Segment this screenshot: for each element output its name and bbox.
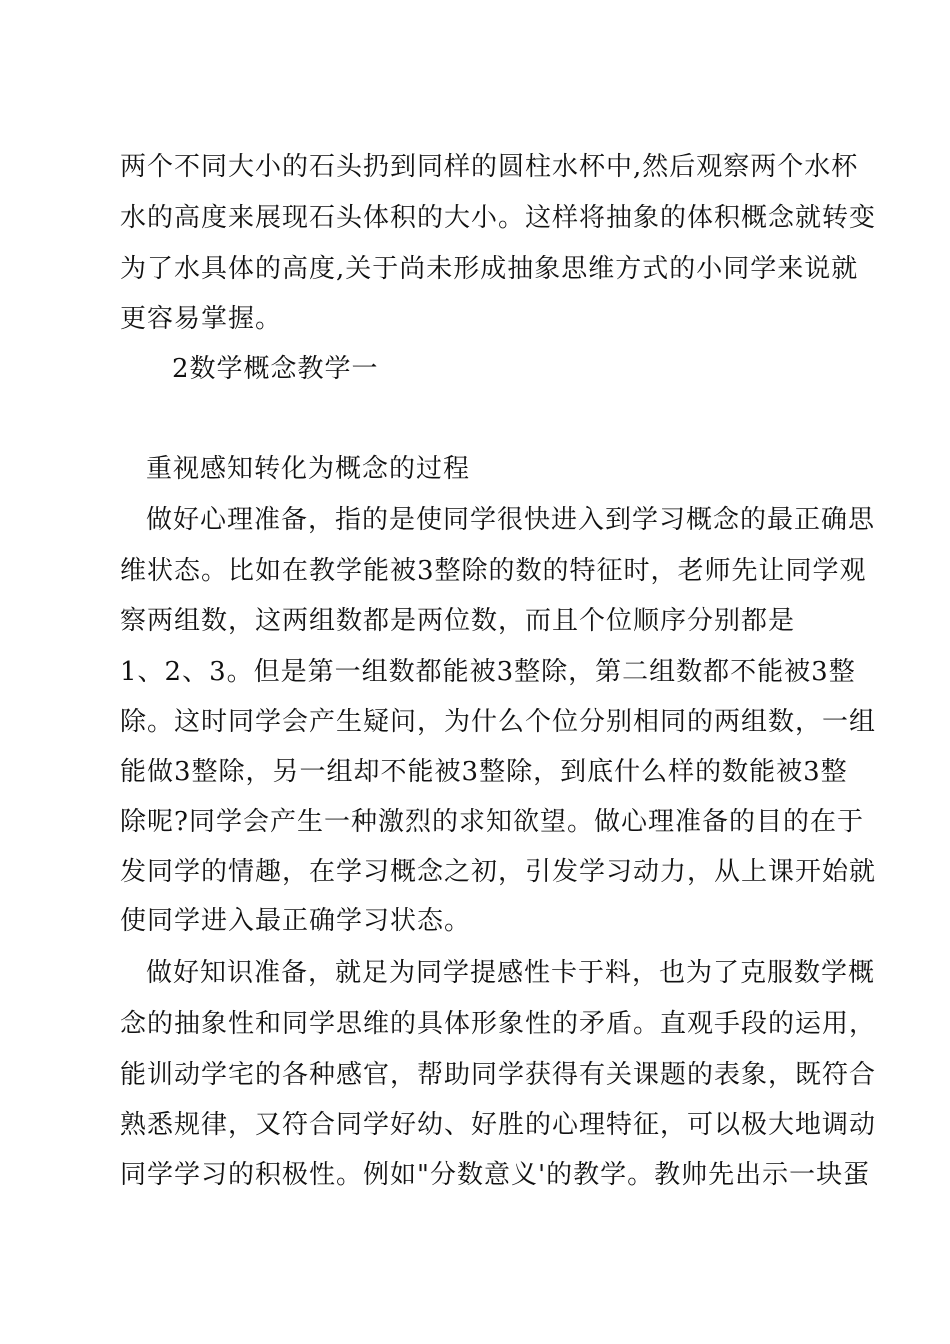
paragraph-2-line-6: 能做3整除，另一组却不能被3整除，到底什么样的数能被3整 bbox=[120, 757, 848, 787]
paragraph-1-line-3: 为了水具体的高度,关于尚未形成抽象思维方式的小同学来说就 bbox=[120, 254, 859, 284]
paragraph-2-line-9: 使同学进入最正确学习状态。 bbox=[120, 906, 472, 936]
paragraph-1-line-4: 更容易掌握。 bbox=[120, 304, 283, 334]
section-heading: 2数学概念教学一 bbox=[172, 354, 379, 384]
paragraph-2-line-5: 除。这时同学会产生疑问，为什么个位分别相同的两组数，一组 bbox=[120, 707, 877, 737]
paragraph-2-line-8: 发同学的情趣，在学习概念之初，引发学习动力，从上课开始就 bbox=[120, 857, 877, 887]
subheading: 重视感知转化为概念的过程 bbox=[146, 454, 471, 484]
paragraph-2-line-4: 1、2、3。但是第一组数都能被3整除，第二组数都不能被3整 bbox=[120, 657, 856, 687]
paragraph-3-line-3: 能训动学宅的各种感官，帮助同学获得有关课题的表象，既符合 bbox=[120, 1060, 877, 1090]
paragraph-3-line-5: 同学学习的积极性。例如"分数意义'的教学。教帅先出示一块蛋 bbox=[120, 1160, 871, 1190]
paragraph-2-line-1: 做好心理准备，指的是使同学很快进入到学习概念的最正确思 bbox=[146, 505, 876, 535]
paragraph-1-line-1: 两个不同大小的石头扔到同样的圆柱水杯中,然后观察两个水杯 bbox=[120, 152, 859, 182]
paragraph-3-line-2: 念的抽象性和同学思维的具体形象性的矛盾。直观手段的运用， bbox=[120, 1009, 877, 1039]
paragraph-2-line-7: 除呢?同学会产生一种激烈的求知欲望。做心理准备的目的在于 bbox=[120, 807, 864, 837]
paragraph-1-line-2: 水的高度来展现石头体积的大小。这样将抽象的体积概念就转变 bbox=[120, 203, 877, 233]
paragraph-2-line-3: 察两组数，这两组数都是两位数，而且个位顺序分别都是 bbox=[120, 606, 796, 636]
paragraph-2-line-2: 维状态。比如在教学能被3整除的数的特征时，老师先让同学观 bbox=[120, 556, 867, 586]
paragraph-3-line-1: 做好知识准备，就足为同学提感性卡于料，也为了克服数学概 bbox=[146, 958, 876, 988]
paragraph-3-line-4: 熟悉规律，又符合同学好幼、好胜的心理特征，可以极大地调动 bbox=[120, 1110, 877, 1140]
